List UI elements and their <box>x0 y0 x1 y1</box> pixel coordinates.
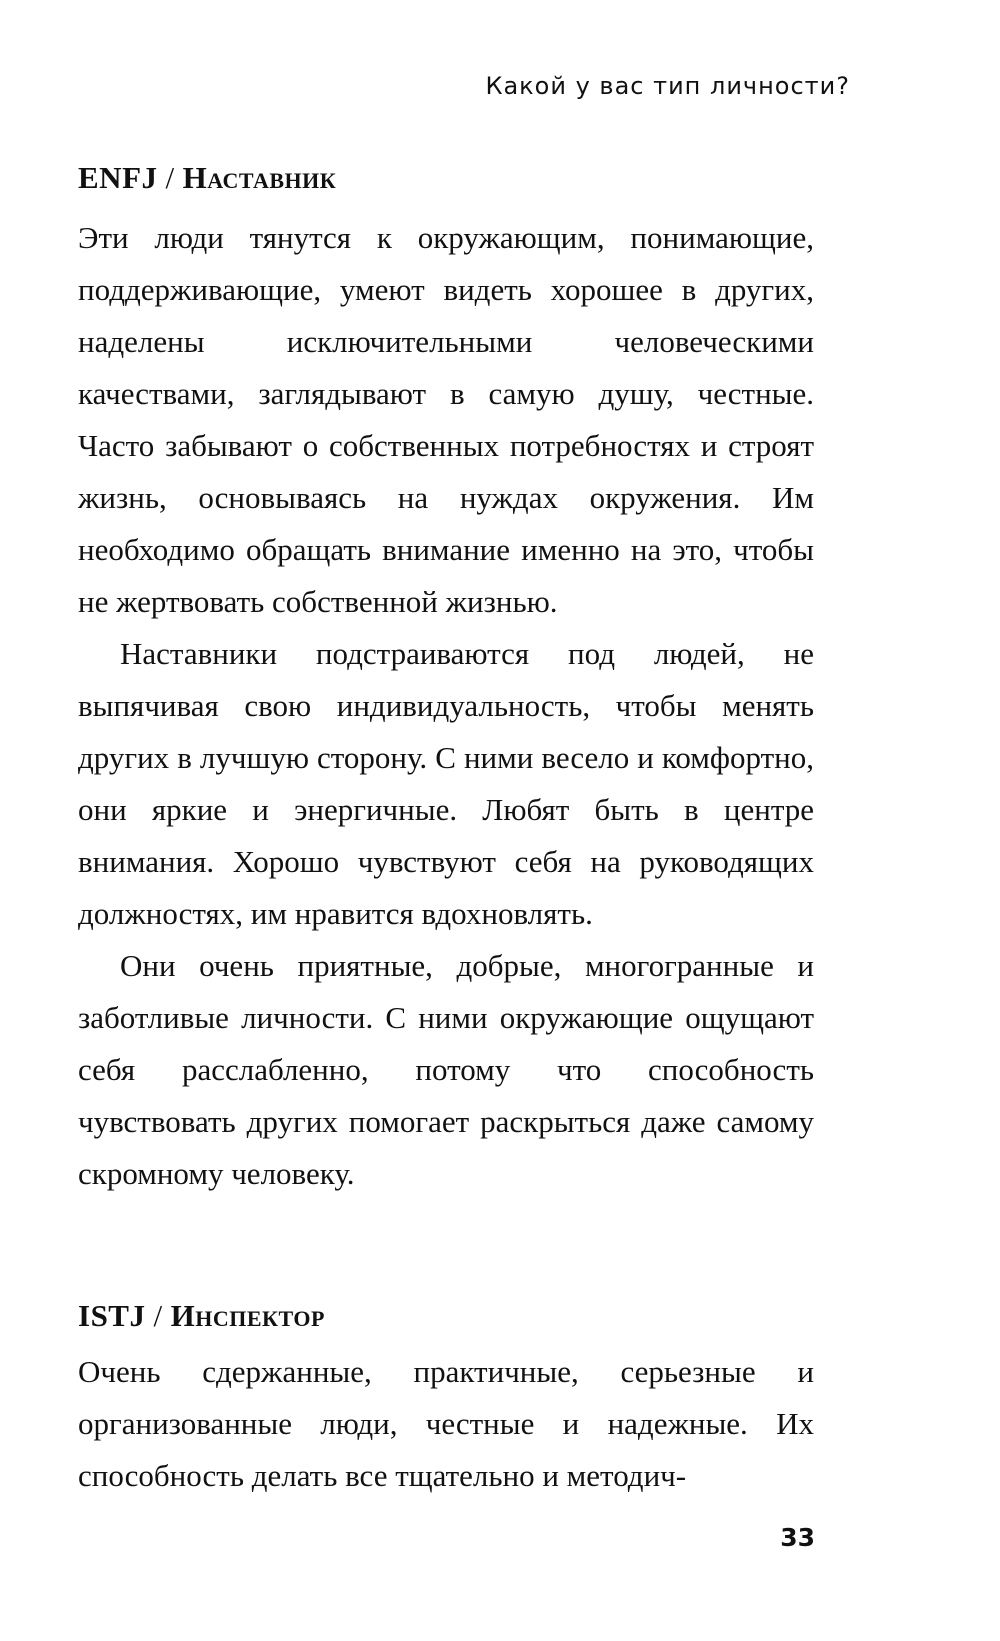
running-head: Какой у вас тип личности? <box>485 72 850 100</box>
section-heading-enfj <box>78 160 336 196</box>
section-body-istj <box>78 1346 814 1502</box>
section-heading-istj <box>78 1298 325 1334</box>
heading-separator: / <box>165 160 175 195</box>
type-code: ISTJ <box>78 1298 146 1333</box>
type-code: ENFJ <box>78 160 158 195</box>
type-name: Наставник <box>182 160 337 195</box>
heading-separator: / <box>153 1298 163 1333</box>
paragraph: Эти люди тянутся к окружающим, понимающие, поддерживающие, умеют видеть хорошее в других, наделены исключительными человеческими качествами, заглядывают в самую душу, честные. Часто забывают о собственных потребностях и строят жизнь, основываясь на нуждах окружения. Им необходимо обращать внимание именно на это, чтобы не жертвовать собственной жизнью. <box>78 220 814 619</box>
section-body-enfj <box>78 212 814 1200</box>
type-name: Инспектор <box>170 1298 325 1333</box>
page-number: 33 <box>780 1523 815 1552</box>
paragraph: Очень сдержанные, практичные, серьезные и организованные люди, честные и надежные. Их способность делать все тщательно и методич- <box>78 1354 814 1493</box>
paragraph: Они очень приятные, добрые, многогранные и заботливые личности. С ними окружающие ощущают себя расслабленно, потому что способность чувствовать других помогает раскрыться даже самому скромному человеку. <box>78 948 814 1191</box>
paragraph: Наставники подстраиваются под людей, не выпячивая свою индивидуальность, чтобы менять других в лучшую сторону. С ними весело и комфортно, они яркие и энергичные. Любят быть в центре внимания. Хорошо чувствуют себя на руководящих должностях, им нравится вдохновлять. <box>78 636 814 931</box>
